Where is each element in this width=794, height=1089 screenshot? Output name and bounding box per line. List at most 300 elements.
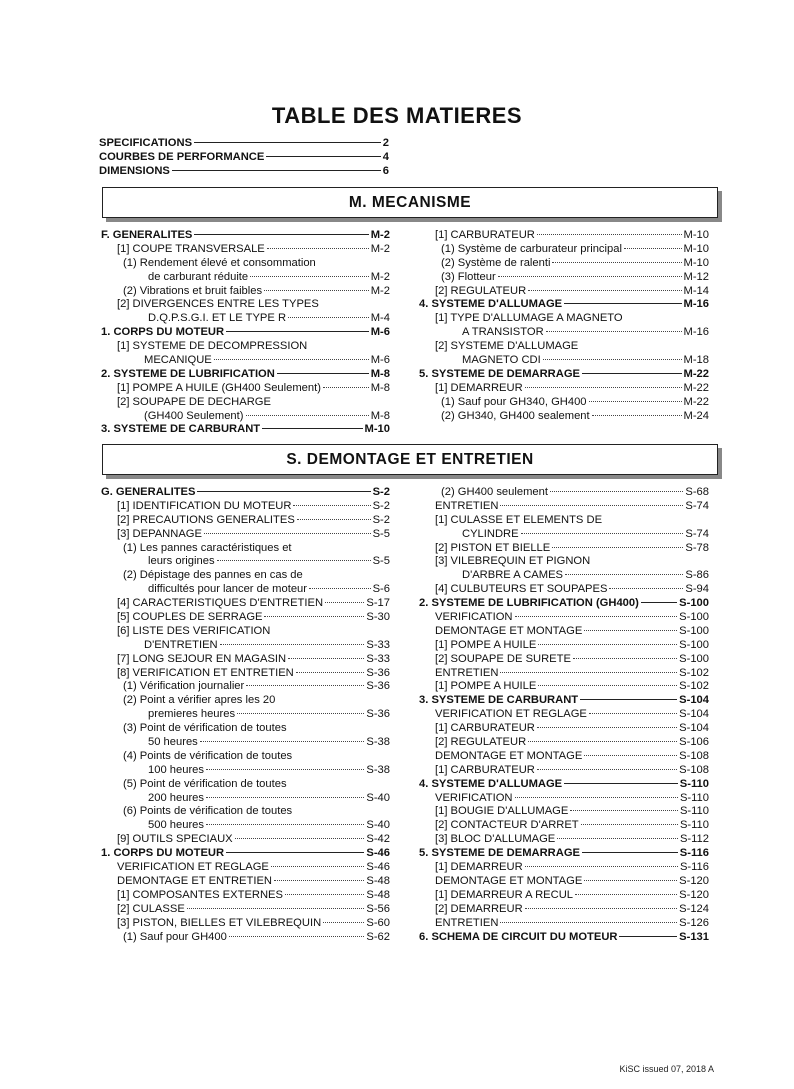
toc-leader xyxy=(619,936,677,937)
toc-page-number: S-36 xyxy=(366,680,390,693)
toc-entry-title: 2. SYSTEME DE LUBRIFICATION xyxy=(101,367,275,380)
toc-page-number: S-110 xyxy=(679,805,709,818)
toc-entry xyxy=(101,354,390,368)
toc-page-number: S-108 xyxy=(679,749,709,762)
toc-entry xyxy=(419,653,709,667)
toc-entry-title: [2] SOUPAPE DE SURETE xyxy=(435,652,571,665)
toc-page-number: S-38 xyxy=(366,763,390,776)
toc-entry xyxy=(99,137,389,151)
toc-entry xyxy=(101,340,390,354)
toc-entry-title: [1] DEMARREUR A RECUL xyxy=(435,888,574,901)
toc-entry-title: SPECIFICATIONS xyxy=(99,137,193,149)
toc-leader xyxy=(217,560,371,561)
toc-page-number: M-10 xyxy=(683,229,709,241)
toc-entry-title: leurs origines xyxy=(148,555,215,568)
toc-entry-title: (1) Rendement élevé et consommation xyxy=(123,256,316,269)
toc-entry-title: DIMENSIONS xyxy=(99,164,170,177)
toc-page-number: S-68 xyxy=(685,486,709,498)
toc-leader xyxy=(296,672,365,673)
toc-entry-title: 100 heures xyxy=(148,763,204,776)
toc-entry xyxy=(101,639,390,653)
toc-entry-title: (1) Vérification journalier xyxy=(123,680,245,693)
toc-entry-title: [2] DIVERGENCES ENTRE LES TYPES xyxy=(117,298,319,311)
toc-entry xyxy=(419,917,709,931)
toc-page-number: M-24 xyxy=(683,409,709,422)
toc-leader xyxy=(564,783,678,784)
toc-entry xyxy=(101,667,390,681)
toc-leader xyxy=(246,685,364,686)
toc-leader xyxy=(609,588,683,589)
toc-entry-title: D'ARBRE A CAMES xyxy=(462,569,563,582)
toc-leader xyxy=(274,880,364,881)
toc-entry xyxy=(419,528,709,542)
toc-entry xyxy=(101,368,390,382)
toc-entry xyxy=(419,792,709,806)
toc-entry-title: 200 heures xyxy=(148,791,204,804)
toc-entry xyxy=(419,819,709,833)
toc-entry-title: [2] CONTACTEUR D'ARRET xyxy=(435,819,579,832)
toc-page-number: M-22 xyxy=(683,395,709,408)
toc-entry-title: VERIFICATION ET REGLAGE xyxy=(435,708,587,721)
toc-entry xyxy=(419,805,709,819)
toc-entry-title: DEMONTAGE ET MONTAGE xyxy=(435,624,583,637)
toc-leader xyxy=(537,769,677,770)
toc-page-number: S-104 xyxy=(679,722,709,735)
toc-entry-title: [3] DEPANNAGE xyxy=(117,527,202,540)
demontage-right-column xyxy=(419,486,709,944)
toc-entry-title: [2] CULASSE xyxy=(117,902,185,915)
toc-entry xyxy=(101,382,390,396)
toc-entry xyxy=(101,875,390,889)
toc-entry xyxy=(101,555,390,569)
toc-entry-title: (4) Points de vérification de toutes xyxy=(123,749,293,762)
toc-leader xyxy=(565,574,683,575)
toc-entry-title: [5] COUPLES DE SERRAGE xyxy=(117,611,263,624)
toc-entry xyxy=(419,271,709,285)
toc-entry-title: [4] CARACTERISTIQUES D'ENTRETIEN xyxy=(117,597,324,610)
toc-page-number: S-100 xyxy=(679,597,709,610)
toc-page-number: S-48 xyxy=(366,874,390,887)
toc-leader xyxy=(250,276,369,277)
toc-page-number: S-40 xyxy=(366,791,390,804)
toc-entry xyxy=(419,368,709,382)
toc-entry-title: [1] COUPE TRANSVERSALE xyxy=(117,242,265,255)
toc-entry-title: (2) Système de ralenti xyxy=(441,256,551,269)
toc-page-number: S-48 xyxy=(366,888,390,901)
toc-leader xyxy=(570,810,678,811)
toc-page-number: M-10 xyxy=(683,242,709,255)
toc-leader xyxy=(277,373,369,374)
toc-page-number: M-2 xyxy=(370,270,390,283)
toc-leader xyxy=(194,142,381,143)
toc-entry-title: [2] REGULATEUR xyxy=(435,736,527,749)
toc-entry xyxy=(101,722,390,736)
toc-leader xyxy=(543,359,682,360)
toc-leader xyxy=(573,658,677,659)
toc-entry-title: VERIFICATION xyxy=(435,791,513,804)
toc-entry-title: A TRANSISTOR xyxy=(462,326,544,339)
toc-leader xyxy=(214,359,369,360)
toc-entry-title: (2) Point a vérifier apres les 20 xyxy=(123,694,276,707)
toc-entry-title: VERIFICATION xyxy=(435,611,513,624)
toc-entry xyxy=(101,597,390,611)
toc-leader xyxy=(323,387,369,388)
toc-entry-title: [1] IDENTIFICATION DU MOTEUR xyxy=(117,499,292,512)
toc-page-number: S-46 xyxy=(366,847,390,860)
toc-page-number: S-2 xyxy=(372,513,390,526)
toc-entry xyxy=(419,722,709,736)
toc-page-number: S-86 xyxy=(685,569,709,582)
toc-page-number: M-8 xyxy=(370,409,390,422)
toc-entry-title: [1] CARBURATEUR xyxy=(435,229,535,241)
toc-page-number: S-110 xyxy=(679,819,709,832)
toc-entry xyxy=(101,298,390,312)
toc-leader xyxy=(187,908,365,909)
toc-leader xyxy=(521,533,684,534)
toc-entry-title: [2] REGULATEUR xyxy=(435,284,527,297)
toc-entry-title: [7] LONG SEJOUR EN MAGASIN xyxy=(117,652,287,665)
toc-entry xyxy=(419,500,709,514)
toc-entry xyxy=(101,583,390,597)
toc-page-number: S-124 xyxy=(679,902,709,915)
toc-entry xyxy=(419,285,709,299)
toc-entry xyxy=(419,340,709,354)
page-title: TABLE DES MATIERES xyxy=(271,103,523,128)
toc-entry xyxy=(419,555,709,569)
toc-entry xyxy=(419,931,709,945)
toc-entry-title: 50 heures xyxy=(148,736,198,749)
toc-entry-title: (2) Vibrations et bruit faibles xyxy=(123,284,263,297)
toc-page-number: S-116 xyxy=(679,861,709,874)
toc-leader xyxy=(297,519,371,520)
toc-leader xyxy=(264,290,369,291)
toc-entry xyxy=(419,312,709,326)
toc-page-number: M-4 xyxy=(370,312,390,325)
section-heading-mecanisme xyxy=(102,187,718,218)
toc-leader xyxy=(515,797,678,798)
toc-entry-title: 500 heures xyxy=(148,819,204,832)
toc-entry xyxy=(101,326,390,340)
toc-leader xyxy=(581,824,678,825)
toc-entry xyxy=(419,542,709,556)
toc-leader xyxy=(538,644,677,645)
toc-entry xyxy=(419,764,709,778)
demontage-left-column xyxy=(101,486,390,944)
toc-page-number: M-16 xyxy=(683,326,709,339)
toc-leader xyxy=(575,894,677,895)
toc-entry xyxy=(101,542,390,556)
toc-page-number: M-2 xyxy=(370,242,390,255)
toc-page-number: S-100 xyxy=(679,638,709,651)
toc-leader xyxy=(285,894,364,895)
toc-entry xyxy=(101,833,390,847)
toc-entry xyxy=(101,694,390,708)
toc-leader xyxy=(500,505,683,506)
toc-entry-title: (GH400 Seulement) xyxy=(144,409,244,422)
toc-leader xyxy=(246,415,369,416)
toc-entry xyxy=(419,569,709,583)
toc-leader xyxy=(262,428,362,429)
toc-entry xyxy=(101,410,390,424)
toc-page-number: S-30 xyxy=(366,611,390,624)
toc-entry xyxy=(419,257,709,271)
toc-entry xyxy=(101,792,390,806)
toc-entry-title: [3] BLOC D'ALLUMAGE xyxy=(435,833,556,846)
toc-leader xyxy=(584,880,677,881)
toc-leader xyxy=(293,505,370,506)
toc-leader xyxy=(592,415,682,416)
toc-entry-title: COURBES DE PERFORMANCE xyxy=(99,150,265,163)
toc-page-number: S-33 xyxy=(366,638,390,651)
toc-leader xyxy=(564,303,681,304)
toc-leader xyxy=(557,838,678,839)
toc-page-number: S-74 xyxy=(685,499,709,512)
toc-page-number: M-6 xyxy=(370,326,390,339)
toc-leader xyxy=(538,685,677,686)
toc-entry xyxy=(419,396,709,410)
toc-entry-title: (5) Point de vérification de toutes xyxy=(123,777,287,790)
toc-entry-title: (1) Sauf pour GH340, GH400 xyxy=(441,395,587,408)
toc-leader xyxy=(589,401,682,402)
toc-leader xyxy=(206,797,364,798)
toc-entry xyxy=(99,165,389,179)
toc-entry-title: [1] CARBURATEUR xyxy=(435,722,535,735)
toc-entry xyxy=(101,653,390,667)
toc-entry-title: [1] POMPE A HUILE (GH400 Seulement) xyxy=(117,381,321,394)
toc-entry xyxy=(419,625,709,639)
toc-entry xyxy=(101,396,390,410)
front-matter-list xyxy=(99,137,389,179)
toc-entry xyxy=(99,151,389,165)
toc-page-number: S-106 xyxy=(679,736,709,749)
toc-entry-title: [9] OUTILS SPECIAUX xyxy=(117,833,233,846)
toc-page-number: M-14 xyxy=(683,284,709,297)
toc-entry-title: 5. SYSTEME DE DEMARRAGE xyxy=(419,847,581,860)
toc-leader xyxy=(580,699,677,700)
toc-entry xyxy=(101,750,390,764)
toc-entry-title: premieres heures xyxy=(148,708,236,721)
toc-page-number: S-33 xyxy=(366,652,390,665)
toc-entry xyxy=(419,694,709,708)
toc-entry-title: DEMONTAGE ET ENTRETIEN xyxy=(117,874,272,887)
toc-entry xyxy=(419,639,709,653)
toc-entry xyxy=(101,243,390,257)
toc-leader xyxy=(498,276,682,277)
toc-entry-title: [1] POMPE A HUILE xyxy=(435,638,537,651)
toc-entry-title: 3. SYSTEME DE CARBURANT xyxy=(419,694,579,707)
toc-leader xyxy=(641,602,677,603)
toc-entry xyxy=(101,229,390,243)
toc-leader xyxy=(624,248,682,249)
toc-page-number: S-131 xyxy=(679,930,709,943)
toc-leader xyxy=(206,769,364,770)
toc-page-number: S-100 xyxy=(679,611,709,624)
toc-leader xyxy=(323,922,364,923)
toc-page-number: S-2 xyxy=(372,486,390,498)
toc-entry xyxy=(419,326,709,340)
toc-leader xyxy=(235,838,365,839)
toc-leader xyxy=(271,866,364,867)
toc-entry xyxy=(419,667,709,681)
toc-entry xyxy=(101,257,390,271)
toc-entry xyxy=(419,708,709,722)
toc-leader xyxy=(515,616,678,617)
toc-entry-title: [1] DEMARREUR xyxy=(435,381,523,394)
toc-page-number: S-120 xyxy=(679,888,709,901)
toc-entry xyxy=(419,833,709,847)
toc-leader xyxy=(582,373,681,374)
toc-entry xyxy=(101,285,390,299)
toc-entry xyxy=(419,243,709,257)
toc-entry xyxy=(419,903,709,917)
toc-page-number: M-8 xyxy=(370,381,390,394)
toc-entry-title: (6) Points de vérification de toutes xyxy=(123,805,293,818)
toc-entry-title: [2] DEMARREUR xyxy=(435,902,523,915)
toc-page-number: S-116 xyxy=(679,847,709,860)
toc-page-number: M-8 xyxy=(370,367,390,380)
toc-entry xyxy=(419,583,709,597)
toc-entry xyxy=(419,597,709,611)
toc-entry xyxy=(101,903,390,917)
toc-entry xyxy=(419,229,709,243)
toc-entry-title: MECANIQUE xyxy=(144,354,212,367)
toc-entry-title: [1] TYPE D'ALLUMAGE A MAGNETO xyxy=(435,312,623,325)
toc-leader xyxy=(267,248,369,249)
toc-entry xyxy=(419,750,709,764)
toc-entry-title: (1) Sauf pour GH400 xyxy=(123,930,227,943)
toc-entry xyxy=(101,569,390,583)
toc-page-number: M-22 xyxy=(683,381,709,394)
toc-entry-title: VERIFICATION ET REGLAGE xyxy=(117,861,269,874)
toc-entry-title: (2) GH340, GH400 sealement xyxy=(441,409,590,422)
toc-page-number: S-108 xyxy=(679,763,709,776)
toc-leader xyxy=(226,331,369,332)
toc-page-number: M-18 xyxy=(683,354,709,367)
toc-page-number: S-126 xyxy=(679,916,709,929)
toc-entry xyxy=(419,889,709,903)
toc-entry-title: ENTRETIEN xyxy=(435,666,499,679)
toc-entry-title: 3. SYSTEME DE CARBURANT xyxy=(101,423,261,436)
toc-page-number: M-2 xyxy=(370,284,390,297)
toc-page-number: S-2 xyxy=(372,499,390,512)
toc-entry-title: [1] DEMARREUR xyxy=(435,861,523,874)
toc-page-number: S-17 xyxy=(366,597,390,610)
toc-page-number: S-120 xyxy=(679,874,709,887)
toc-entry-title: [3] VILEBREQUIN ET PIGNON xyxy=(435,555,591,568)
toc-page-number: S-60 xyxy=(366,916,390,929)
section-heading-demontage xyxy=(102,444,718,475)
toc-entry-title: [2] SOUPAPE DE DECHARGE xyxy=(117,395,271,408)
mecanisme-left-column xyxy=(101,229,390,437)
toc-entry-title: [2] SYSTEME D'ALLUMAGE xyxy=(435,340,579,353)
toc-entry xyxy=(419,410,709,424)
toc-entry xyxy=(101,931,390,945)
toc-page-number: S-110 xyxy=(679,791,709,804)
toc-entry xyxy=(101,917,390,931)
toc-entry-title: [8] VERIFICATION ET ENTRETIEN xyxy=(117,666,294,679)
toc-entry xyxy=(101,736,390,750)
toc-page-number: S-104 xyxy=(679,708,709,721)
toc-leader xyxy=(525,866,678,867)
toc-entry xyxy=(419,486,709,500)
toc-entry xyxy=(101,805,390,819)
toc-page-number: M-10 xyxy=(683,256,709,269)
toc-entry xyxy=(419,861,709,875)
toc-entry-title: DEMONTAGE ET MONTAGE xyxy=(435,749,583,762)
toc-page-number: M-12 xyxy=(683,270,709,283)
toc-leader xyxy=(325,602,364,603)
toc-entry-title: ENTRETIEN xyxy=(435,499,499,512)
toc-entry xyxy=(419,875,709,889)
toc-page-number: S-46 xyxy=(366,861,390,874)
toc-entry xyxy=(419,778,709,792)
toc-entry-title: 2. SYSTEME DE LUBRIFICATION (GH400) xyxy=(419,597,639,610)
toc-leader xyxy=(525,387,682,388)
toc-entry xyxy=(101,708,390,722)
toc-page-number: S-5 xyxy=(372,555,390,568)
toc-page-number: M-10 xyxy=(364,423,390,436)
toc-leader xyxy=(197,491,370,492)
toc-entry-title: 4. SYSTEME D'ALLUMAGE xyxy=(419,777,563,790)
toc-entry-title: de carburant réduite xyxy=(148,270,249,283)
toc-leader xyxy=(550,491,683,492)
toc-entry-title: [1] COMPOSANTES EXTERNES xyxy=(117,888,283,901)
toc-entry xyxy=(101,500,390,514)
toc-page-number: S-5 xyxy=(372,527,390,540)
toc-leader xyxy=(584,630,677,631)
toc-page-number: M-2 xyxy=(370,229,390,241)
toc-leader xyxy=(552,547,683,548)
toc-entry-title: (2) Dépistage des pannes en cas de xyxy=(123,569,303,582)
toc-entry xyxy=(101,778,390,792)
toc-leader xyxy=(582,852,678,853)
toc-page-number: S-40 xyxy=(366,819,390,832)
toc-page-number: S-42 xyxy=(366,833,390,846)
toc-leader xyxy=(500,922,677,923)
toc-entry-title: [1] POMPE A HUILE xyxy=(435,680,537,693)
toc-page-number: S-104 xyxy=(679,694,709,707)
toc-leader xyxy=(528,290,681,291)
toc-leader xyxy=(537,234,682,235)
toc-entry-title: [1] CULASSE ET ELEMENTS DE xyxy=(435,513,603,526)
toc-entry-title: [6] LISTE DES VERIFICATION xyxy=(117,624,271,637)
toc-entry xyxy=(101,271,390,285)
toc-leader xyxy=(528,741,677,742)
toc-entry xyxy=(101,611,390,625)
toc-page-number: M-6 xyxy=(370,354,390,367)
toc-page-number: S-38 xyxy=(366,736,390,749)
toc-entry-title: [1] SYSTEME DE DECOMPRESSION xyxy=(117,340,308,353)
toc-entry-title: [2] PRECAUTIONS GENERALITES xyxy=(117,513,295,526)
toc-entry-title: DEMONTAGE ET MONTAGE xyxy=(435,874,583,887)
footer-issue-note: KiSC issued 07, 2018 A xyxy=(619,1064,714,1074)
toc-leader xyxy=(264,616,364,617)
toc-leader xyxy=(229,936,365,937)
toc-leader xyxy=(194,234,368,235)
toc-page-number: S-78 xyxy=(685,541,709,554)
toc-page-number: S-112 xyxy=(679,833,709,846)
toc-entry-title: CYLINDRE xyxy=(462,527,519,540)
toc-entry xyxy=(419,298,709,312)
toc-entry xyxy=(101,861,390,875)
toc-entry xyxy=(101,312,390,326)
toc-entry-title: (1) Système de carburateur principal xyxy=(441,242,622,255)
toc-leader xyxy=(525,908,677,909)
toc-page-number: M-16 xyxy=(683,298,709,311)
toc-leader xyxy=(546,331,682,332)
toc-page-number: S-100 xyxy=(679,652,709,665)
toc-page-number: S-6 xyxy=(372,583,390,596)
